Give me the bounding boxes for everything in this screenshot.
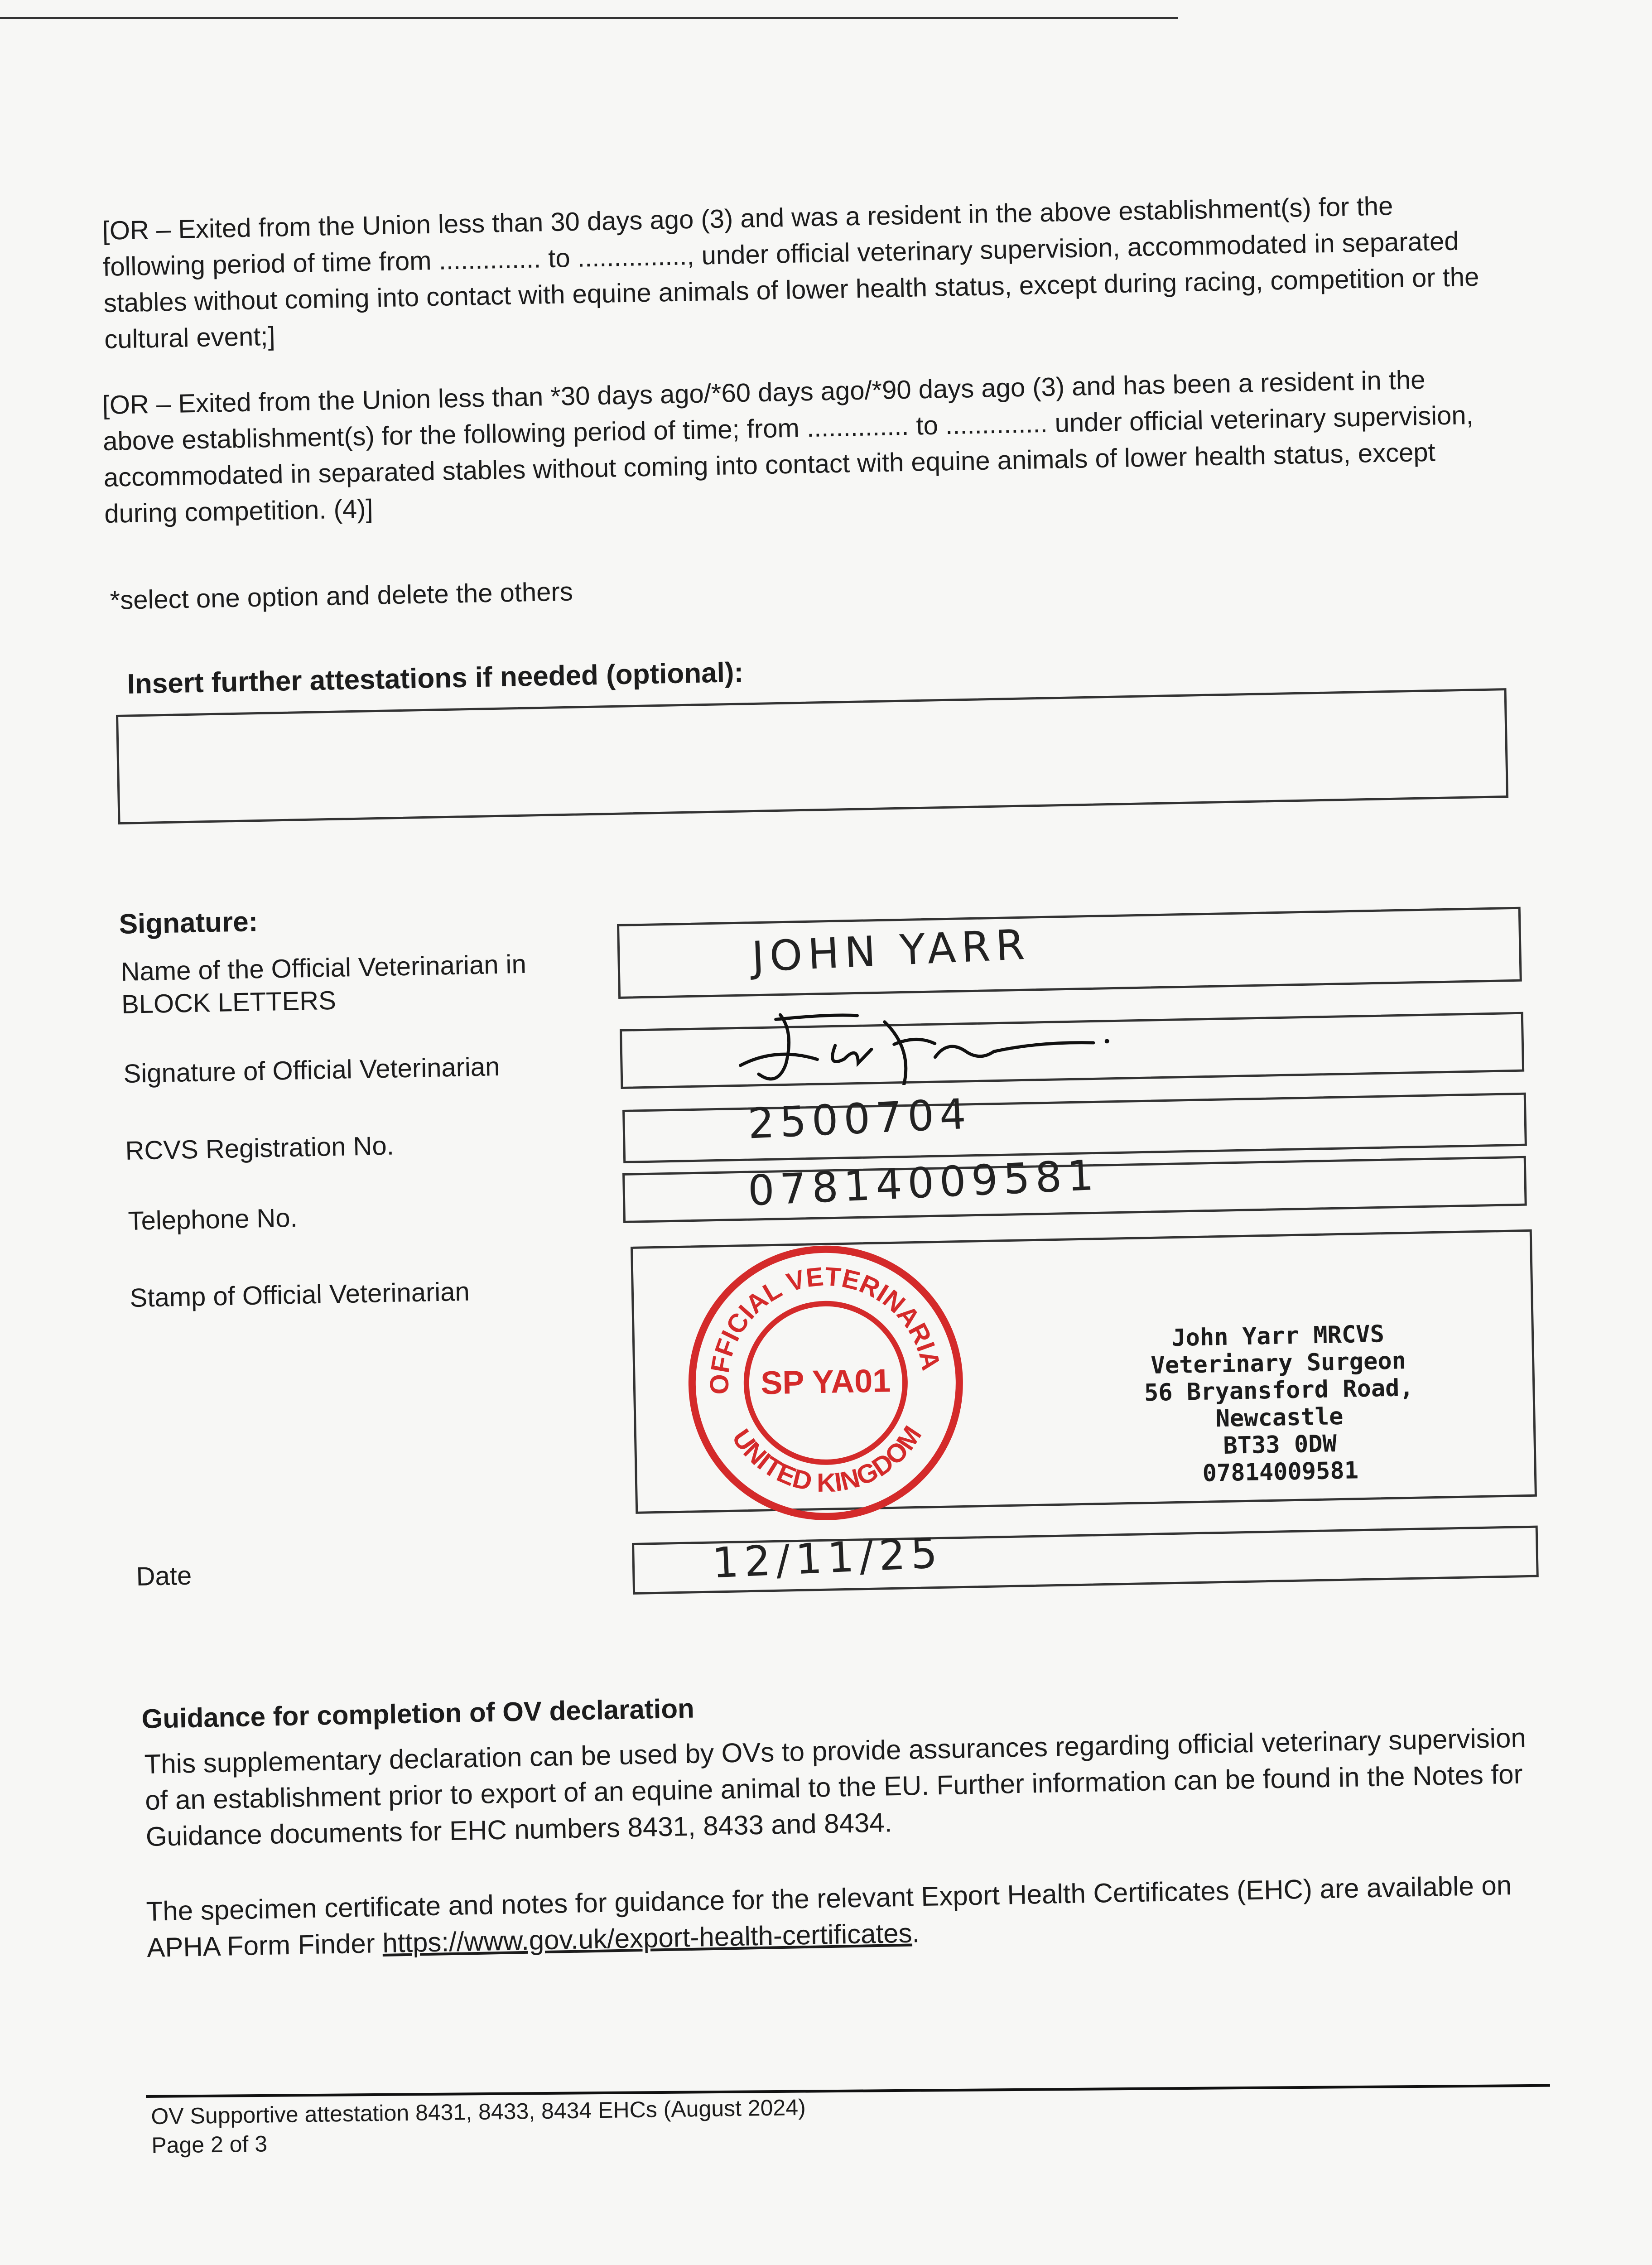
name-field[interactable] xyxy=(617,907,1522,999)
name-label: Name of the Official Veterinarian in BLOCK LETTERS xyxy=(120,949,527,1019)
vet-address: 56 Bryansford Road, Newcastle xyxy=(1144,1374,1414,1433)
name-value: JOHN YARR xyxy=(751,920,1031,982)
further-attestations-box[interactable] xyxy=(116,688,1508,824)
date-value: 12/11/25 xyxy=(711,1528,944,1588)
further-attestations-heading: Insert further attestations if needed (optional): xyxy=(127,656,744,700)
top-rule xyxy=(0,17,1178,19)
signature-field[interactable] xyxy=(620,1012,1524,1089)
stamp-label: Stamp of Official Veterinarian xyxy=(130,1277,470,1313)
telephone-value: 07814009581 xyxy=(747,1151,1100,1215)
export-health-certificates-link[interactable]: https://www.gov.uk/export-health-certificates xyxy=(382,1918,913,1958)
footer xyxy=(151,2093,806,2160)
footer-document-title: OV Supportive attestation 8431, 8433, 8434 EHCs (August 2024) xyxy=(151,2094,806,2129)
or-paragraph-30-60-90-days: [OR – Exited from the Union less than *30 days ago/*60 days ago/*90 days ago (3) and has been a resident in the above establishment(s) for the following period of time; from .............. to .............. under official veterinary supervision, accommodated in separated stables without coming into contact with equine animals of lower health status, except during competition. (4)] xyxy=(102,365,1474,529)
guidance-paragraph-2-end: . xyxy=(911,1918,920,1948)
stamp-top-text: OFFICIAL VETERINARIAN xyxy=(704,1262,946,1395)
or-paragraph-30-days: [OR – Exited from the Union less than 30 days ago (3) and was a resident in the above establishment(s) for the following period of time from .............. to ..............., under official veterinary supervision, accommodated in separated stables without coming into contact with equine animals of lower health status, except during racing, competition or the cultural event;] xyxy=(102,191,1479,354)
telephone-field[interactable] xyxy=(622,1151,1527,1223)
guidance-paragraph-2 xyxy=(146,1867,1542,1966)
guidance-heading: Guidance for completion of OV declaration xyxy=(141,1693,695,1734)
stamp-bottom-text: UNITED KINGDOM xyxy=(726,1421,928,1498)
guidance-paragraph-1: This supplementary declaration can be used by OVs to provide assurances regarding official veterinary supervision of an establishment prior to export of an equine animal to the EU. Further information can be found in the Notes for Guidance documents for EHC numbers 8431, 8433 and 8434. xyxy=(144,1722,1527,1852)
vet-postcode: BT33 0DW xyxy=(1223,1430,1337,1460)
select-note: *select one option and delete the others xyxy=(110,577,573,615)
signature-label: Signature of Official Veterinarian xyxy=(123,1052,500,1089)
vet-name: John Yarr MRCVS xyxy=(1171,1320,1385,1352)
signature-heading: Signature: xyxy=(119,906,258,940)
telephone-label: Telephone No. xyxy=(128,1203,298,1236)
stamp-field[interactable] xyxy=(631,1229,1537,1514)
official-veterinarian-stamp xyxy=(683,1240,969,1528)
guidance-paragraph-2-text: The specimen certificate and notes for guidance for the relevant Export Health Certificates (EHC) are available on APHA Form Finder xyxy=(146,1870,1512,1963)
rcvs-label: RCVS Registration No. xyxy=(125,1131,395,1166)
vet-details xyxy=(1092,1319,1467,1489)
footer-rule xyxy=(146,2084,1550,2098)
date-field[interactable] xyxy=(632,1526,1539,1595)
date-label: Date xyxy=(136,1561,192,1591)
vet-title: Veterinary Surgeon xyxy=(1150,1347,1406,1379)
handwritten-signature xyxy=(721,989,1176,1088)
vet-phone: 07814009581 xyxy=(1202,1457,1359,1487)
rcvs-value: 2500704 xyxy=(747,1089,973,1148)
footer-page-number: Page 2 of 3 xyxy=(151,2131,268,2158)
stamp-code: SP YA01 xyxy=(760,1363,891,1402)
